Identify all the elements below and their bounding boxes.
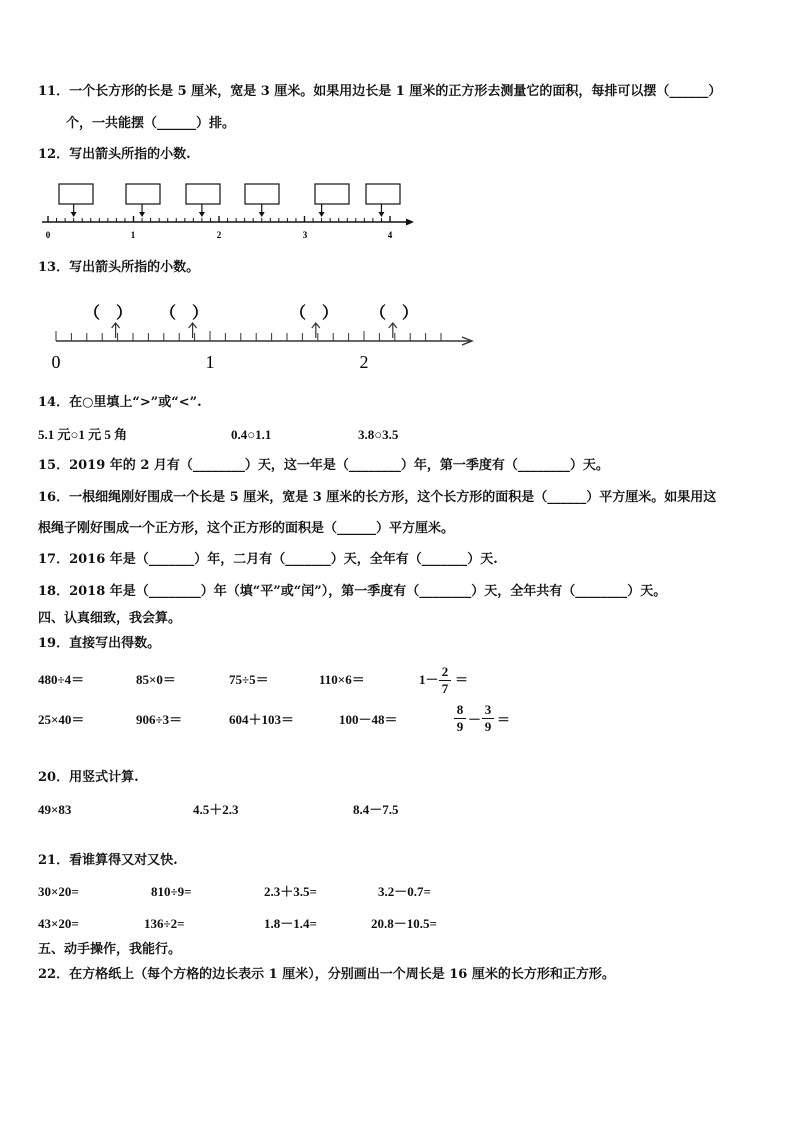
down-arrow-icon — [139, 212, 145, 217]
q21-r1-c2: 810÷9= — [151, 884, 192, 899]
q13-bracket-2: （ ） — [159, 305, 209, 322]
q19-frac2-numerator-2: 3 — [484, 702, 492, 717]
q16-line1: 16．一根细绳刚好围成一个长是 5 厘米，宽是 3 厘米的长方形，这个长方形的面积是（______）平方厘米。如果用这 — [38, 490, 717, 505]
q19-fraction-2-7 — [439, 664, 451, 697]
q12-tick-label-3: 3 — [302, 230, 308, 240]
q19-r2-c1: 25×40＝ — [38, 712, 85, 727]
q19-r1-c2: 85×0＝ — [136, 672, 176, 687]
q11-line1: 11．一个长方形的长是 5 厘米，宽是 3 厘米。如果用边长是 1 厘米的正方形去测量它的面积，每排可以摆（______） — [38, 84, 722, 99]
q19-frac2-numerator-1: 8 — [456, 702, 464, 717]
q12-tick-label-4: 4 — [387, 230, 393, 240]
q20-item-3: 8.4－7.5 — [353, 802, 399, 817]
q12-title: 12．写出箭头所指的小数. — [38, 147, 191, 162]
q17-text: 17．2016 年是（_______）年，二月有（_______）天，全年有（_______）天. — [38, 552, 498, 567]
down-arrow-icon — [378, 212, 384, 217]
q19-frac2-op: － — [468, 712, 482, 727]
q19-r2-c3: 604＋103＝ — [229, 712, 295, 727]
q21-r2-c2: 136÷2= — [144, 916, 185, 931]
q13-number-line — [44, 296, 484, 376]
q19-frac2-tail: ＝ — [497, 712, 511, 727]
q19-frac2-denominator-1: 9 — [456, 719, 464, 734]
q13-title: 13．写出箭头所指的小数。 — [38, 260, 200, 275]
q18-text: 18．2018 年是（________）年（填“平”或“闰”），第一季度有（________）天，全年共有（________）天。 — [38, 584, 667, 599]
answer-box — [315, 184, 349, 204]
q20-item-2: 4.5＋2.3 — [193, 802, 239, 817]
q11-line2: 个，一共能摆（______）排。 — [66, 116, 236, 131]
q13-tick-label-2: 2 — [359, 352, 369, 372]
q21-r2-c3: 1.8－1.4= — [264, 916, 317, 931]
q19-frac1-tail: ＝ — [455, 672, 469, 687]
q19-r1-c3: 75÷5＝ — [229, 672, 269, 687]
q19-frac2-denominator-2: 9 — [484, 719, 492, 734]
section-5-heading: 五、动手操作，我能行。 — [38, 942, 182, 957]
q13-bracket-3: （ ） — [289, 305, 339, 322]
q13-tick-label-1: 1 — [205, 352, 215, 372]
down-arrow-icon — [319, 212, 325, 217]
q12-arrowhead — [406, 219, 414, 226]
down-arrow-icon — [199, 212, 205, 217]
q12-tick-label-2: 2 — [216, 230, 222, 240]
section-4-heading: 四、认真细致，我会算。 — [38, 611, 182, 626]
q19-frac1-numerator: 2 — [441, 664, 449, 679]
answer-box — [186, 184, 220, 204]
q21-r2-c1: 43×20= — [38, 916, 79, 931]
q22-text: 22．在方格纸上（每个方格的边长表示 1 厘米），分别画出一个周长是 16 厘米的长方形和正方形。 — [38, 967, 615, 982]
q14-item-2: 0.4○1.1 — [231, 427, 272, 442]
q19-fraction-3-9 — [482, 702, 494, 735]
answer-box — [245, 184, 279, 204]
q12-number-line — [38, 182, 428, 242]
q14-item-3: 3.8○3.5 — [358, 427, 399, 442]
q21-title: 21．看谁算得又对又快. — [38, 853, 178, 868]
q19-fraction-8-9 — [454, 702, 466, 735]
q16-line2: 根绳子刚好围成一个正方形，这个正方形的面积是（______）平方厘米。 — [38, 521, 455, 536]
q19-frac1-denominator: 7 — [441, 681, 449, 696]
q14-title: 14．在○里填上“>”或“<”. — [38, 395, 202, 410]
q14-item-1: 5.1 元○1 元 5 角 — [38, 427, 128, 442]
q12-tick-label-1: 1 — [130, 230, 136, 240]
answer-box — [366, 184, 400, 204]
down-arrow-icon — [259, 212, 265, 217]
q19-r1-c4: 110×6＝ — [319, 672, 365, 687]
q20-item-1: 49×83 — [38, 802, 72, 817]
q19-r2-c4: 100－48＝ — [339, 712, 398, 727]
q15-text: 15．2019 年的 2 月有（________）天，这一年是（________）年，第一季度有（________）天。 — [38, 458, 609, 473]
down-arrow-icon — [71, 212, 77, 217]
q19-r1-c1: 480÷4＝ — [38, 672, 85, 687]
q21-r2-c4: 20.8－10.5= — [371, 916, 437, 931]
q19-title: 19．直接写出得数。 — [38, 636, 161, 651]
q21-r1-c4: 3.2－0.7= — [378, 884, 431, 899]
q19-frac1-lead: 1－ — [419, 672, 439, 687]
q19-r2-c2: 906÷3＝ — [136, 712, 183, 727]
q21-r1-c3: 2.3＋3.5= — [264, 884, 317, 899]
q20-title: 20．用竖式计算. — [38, 770, 139, 785]
answer-box — [59, 184, 93, 204]
answer-box — [126, 184, 160, 204]
q13-bracket-1: （ ） — [83, 305, 133, 322]
q21-r1-c1: 30×20= — [38, 884, 79, 899]
q13-tick-label-0: 0 — [51, 352, 61, 372]
q12-tick-label-0: 0 — [45, 230, 51, 240]
q13-bracket-4: （ ） — [369, 305, 419, 322]
